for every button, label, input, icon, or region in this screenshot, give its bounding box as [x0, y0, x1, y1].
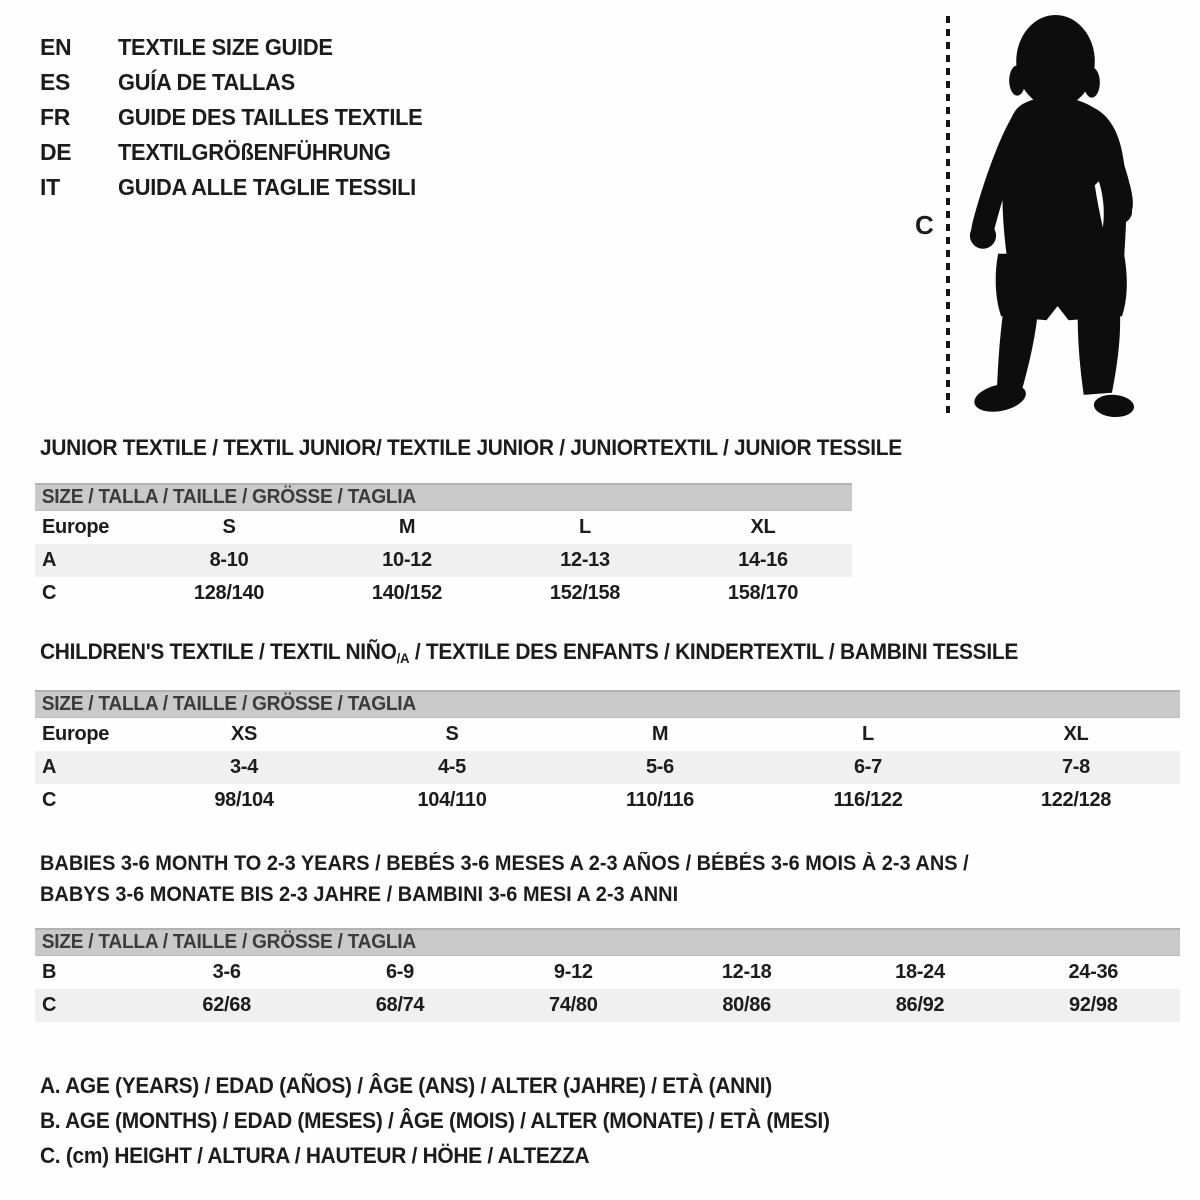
language-row: [40, 65, 439, 100]
language-row: [40, 100, 439, 135]
children-size-table: [35, 690, 1180, 817]
table-cell: 8-10: [209, 549, 249, 571]
table-cell: 6-7: [853, 756, 882, 778]
table-row: [35, 956, 1180, 989]
table-row: [35, 784, 1180, 817]
row-label: C: [42, 789, 57, 811]
table-cell: 152/158: [549, 582, 621, 604]
babies-size-table: [35, 928, 1180, 1022]
table-cell: 14-16: [738, 549, 788, 571]
table-cell: 24-36: [1068, 961, 1119, 983]
legend-line-height: C. (cm) HEIGHT / ALTURA / HAUTEUR / HÖHE / ALTEZZA: [40, 1143, 590, 1168]
table-cell: 9-12: [553, 961, 593, 983]
table-cell: XL: [750, 516, 776, 538]
table-cell: 110/116: [626, 789, 694, 811]
children-heading-subscript: /A: [396, 650, 410, 666]
table-cell: XL: [1063, 723, 1089, 745]
table-cell: 140/152: [371, 582, 443, 604]
junior-section-heading: JUNIOR TEXTILE / TEXTIL JUNIOR/ TEXTILE JUNIOR / JUNIORTEXTIL / JUNIOR TESSILE: [40, 435, 902, 460]
table-row: [35, 544, 852, 577]
language-code: DE: [40, 139, 72, 165]
legend-line-age-years: A. AGE (YEARS) / EDAD (AÑOS) / ÂGE (ANS) / ALTER (JAHRE) / ETÀ (ANNI): [40, 1073, 772, 1098]
children-section-heading: [40, 640, 1018, 670]
table-cell: XS: [230, 723, 258, 745]
table-row: [35, 718, 1180, 751]
table-cell: 68/74: [375, 994, 425, 1016]
language-title: GUIDE DES TAILLES TEXTILE: [118, 104, 423, 130]
language-title: GUÍA DE TALLAS: [118, 69, 295, 95]
children-table-header-bar: [35, 690, 1180, 718]
babies-heading-line2: BABYS 3-6 MONATE BIS 2-3 JAHRE / BAMBINI 3-6 MESI A 2-3 ANNI: [40, 883, 679, 906]
measurement-legend: [40, 1068, 871, 1173]
language-list: [40, 30, 439, 205]
language-code: ES: [40, 69, 71, 95]
height-measure-label: C: [915, 210, 934, 240]
junior-table-header-bar: [35, 483, 852, 511]
language-title: TEXTILGRÖßENFÜHRUNG: [118, 139, 391, 165]
table-cell: 74/80: [549, 994, 598, 1016]
table-cell: S: [445, 723, 459, 745]
table-cell: 18-24: [895, 961, 945, 983]
size-header-label: SIZE / TALLA / TAILLE / GRÖSSE / TAGLIA: [41, 486, 416, 508]
table-row: [35, 577, 852, 610]
babies-table-header-bar: [35, 928, 1180, 956]
table-row: [35, 751, 1180, 784]
language-row: [40, 30, 439, 65]
table-cell: L: [579, 516, 591, 538]
table-cell: 80/86: [722, 994, 771, 1016]
row-label: A: [42, 756, 57, 778]
row-label: Europe: [42, 723, 110, 745]
table-cell: 5-6: [645, 756, 674, 778]
toddler-silhouette-image: [963, 12, 1143, 420]
table-cell: 3-4: [229, 756, 258, 778]
height-measure-line: [946, 16, 950, 418]
table-row: [35, 511, 852, 544]
language-title: GUIDA ALLE TAGLIE TESSILI: [118, 174, 416, 200]
table-cell: 12-18: [721, 961, 772, 983]
children-heading-text: / TEXTILE DES ENFANTS / KINDERTEXTIL / BAMBINI TESSILE: [409, 639, 1019, 664]
table-cell: M: [398, 516, 416, 538]
language-row: [40, 170, 439, 205]
table-cell: 7-8: [1061, 756, 1090, 778]
language-row: [40, 135, 439, 170]
babies-heading-line1: BABIES 3-6 MONTH TO 2-3 YEARS / BEBÉS 3-6 MESES A 2-3 AÑOS / BÉBÉS 3-6 MOIS À 2-3 ANS /: [40, 852, 969, 875]
table-cell: 86/92: [895, 994, 945, 1016]
table-cell: 10-12: [382, 549, 432, 571]
row-label: C: [42, 994, 57, 1016]
table-cell: 122/128: [1040, 789, 1112, 811]
language-title: TEXTILE SIZE GUIDE: [118, 34, 333, 60]
row-label: A: [42, 549, 57, 571]
table-cell: 62/68: [202, 994, 251, 1016]
language-code: FR: [40, 104, 71, 130]
row-label: Europe: [42, 516, 110, 538]
table-cell: 104/110: [417, 789, 487, 811]
table-cell: M: [651, 723, 669, 745]
table-row: [35, 989, 1180, 1022]
table-cell: L: [862, 723, 874, 745]
row-label: B: [42, 961, 57, 983]
legend-line-age-months: B. AGE (MONTHS) / EDAD (MESES) / ÂGE (MOIS) / ALTER (MONATE) / ETÀ (MESI): [40, 1108, 830, 1133]
junior-size-table: [35, 483, 852, 610]
table-cell: 4-5: [437, 756, 466, 778]
table-cell: 92/98: [1069, 994, 1118, 1016]
babies-section-heading: [40, 848, 969, 910]
table-cell: 116/122: [833, 789, 903, 811]
table-cell: 6-9: [385, 961, 414, 983]
table-cell: 3-6: [212, 961, 241, 983]
children-heading-text: CHILDREN'S TEXTILE / TEXTIL NIÑO: [40, 639, 397, 664]
table-cell: 98/104: [214, 789, 274, 811]
size-header-label: SIZE / TALLA / TAILLE / GRÖSSE / TAGLIA: [41, 931, 416, 953]
row-label: C: [42, 582, 57, 604]
table-cell: 128/140: [193, 582, 265, 604]
table-cell: 158/170: [727, 582, 799, 604]
table-cell: S: [222, 516, 236, 538]
language-code: IT: [40, 174, 60, 200]
table-cell: 12-13: [560, 549, 610, 571]
language-code: EN: [40, 34, 72, 60]
size-header-label: SIZE / TALLA / TAILLE / GRÖSSE / TAGLIA: [41, 693, 416, 715]
